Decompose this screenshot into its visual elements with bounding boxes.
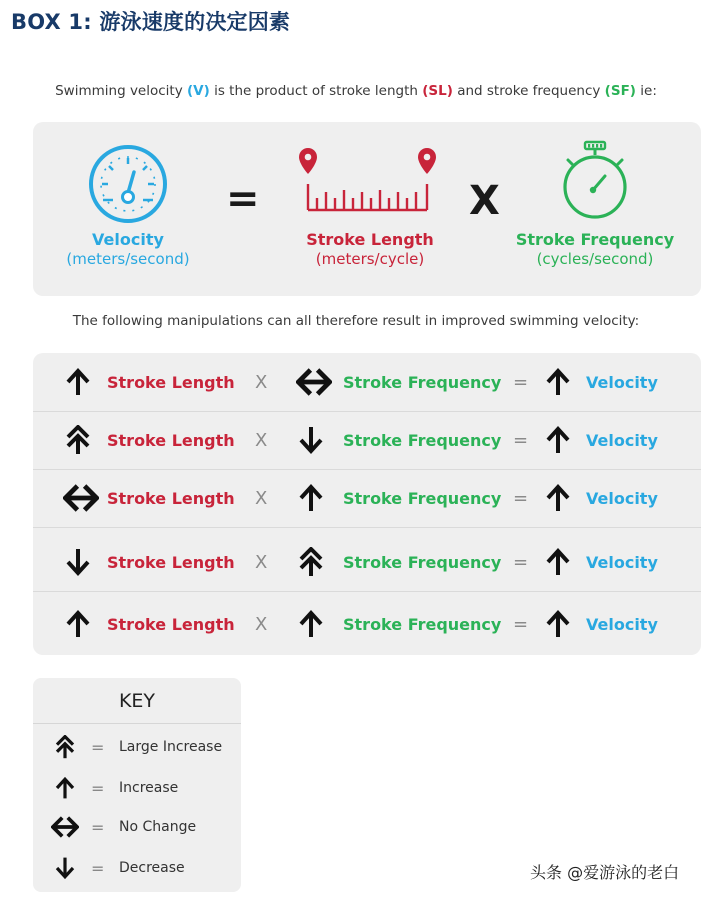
equals-sign: = [513, 487, 529, 509]
key-item [33, 732, 241, 762]
stroke-length-text: Stroke Length [107, 552, 235, 572]
decrease-arrow-icon [296, 411, 326, 469]
key-equals: = [91, 858, 105, 878]
increase-arrow-icon [543, 411, 573, 469]
velocity-text: Velocity [586, 430, 658, 450]
multiply-sign: X [469, 178, 500, 224]
speedometer-icon [83, 140, 173, 224]
increase-arrow-icon [63, 353, 93, 411]
velocity-text: Velocity [586, 614, 658, 634]
multiply-sign: X [255, 371, 268, 393]
stroke-frequency-text: Stroke Frequency [343, 488, 502, 508]
key-label: Decrease [119, 860, 185, 876]
stroke-frequency-label: Stroke Frequency [515, 230, 675, 249]
large-increase-arrow-icon [63, 411, 93, 469]
multiply-sign: X [255, 551, 268, 573]
decrease-arrow-icon [51, 853, 79, 883]
manipulation-row [33, 533, 701, 592]
stroke-frequency-text: Stroke Frequency [343, 430, 502, 450]
key-item [33, 853, 241, 883]
increase-arrow-icon [543, 533, 573, 591]
equals-sign: = [513, 371, 529, 393]
stopwatch-icon [555, 140, 635, 222]
stroke-length-caption [285, 230, 455, 268]
stroke-length-text: Stroke Length [107, 614, 235, 634]
large-increase-arrow-icon [296, 533, 326, 591]
velocity-text: Velocity [586, 552, 658, 572]
multiply-sign: X [255, 613, 268, 635]
velocity-text: Velocity [586, 488, 658, 508]
key-equals: = [91, 817, 105, 837]
increase-arrow-icon [63, 595, 93, 653]
key-item [33, 773, 241, 803]
velocity-unit: (meters/second) [66, 250, 190, 268]
increase-arrow-icon [296, 595, 326, 653]
formula-panel [33, 122, 701, 296]
stroke-frequency-text: Stroke Frequency [343, 372, 502, 392]
increase-arrow-icon [543, 595, 573, 653]
multiply-sign: X [255, 487, 268, 509]
manipulation-row [33, 469, 701, 528]
watermark: 头条 @爱游泳的老白 [530, 863, 680, 882]
key-equals: = [91, 737, 105, 757]
key-label: Increase [119, 780, 179, 796]
stroke-length-text: Stroke Length [107, 430, 235, 450]
stroke-frequency-text: Stroke Frequency [343, 552, 502, 572]
stroke-length-text: Stroke Length [107, 488, 235, 508]
manipulation-row [33, 411, 701, 470]
equals-sign: = [513, 551, 529, 573]
no-change-arrow-icon [51, 812, 79, 842]
stroke-length-label: Stroke Length [306, 230, 434, 249]
key-item [33, 812, 241, 842]
manipulations-intro: The following manipulations can all therefore result in improved swimming velocity: [72, 313, 640, 329]
no-change-arrow-icon [63, 469, 99, 527]
page-title: BOX 1: 游泳速度的决定因素 [11, 10, 291, 34]
key-divider [33, 723, 241, 724]
key-label: No Change [119, 819, 197, 835]
velocity-text: Velocity [586, 372, 658, 392]
decrease-arrow-icon [63, 533, 93, 591]
equals-sign: = [513, 429, 529, 451]
key-equals: = [91, 778, 105, 798]
equals-sign: = [513, 613, 529, 635]
increase-arrow-icon [51, 773, 79, 803]
ruler-with-pins-icon [295, 146, 445, 218]
velocity-label: Velocity [92, 230, 164, 249]
no-change-arrow-icon [296, 353, 332, 411]
stroke-frequency-caption [505, 230, 685, 268]
equals-sign: = [226, 176, 260, 222]
stroke-frequency-unit: (cycles/second) [536, 250, 654, 268]
manipulations-table [33, 353, 701, 655]
key-label: Large Increase [119, 739, 223, 755]
increase-arrow-icon [296, 469, 326, 527]
increase-arrow-icon [543, 353, 573, 411]
manipulation-row [33, 353, 701, 412]
velocity-caption [43, 230, 213, 268]
manipulation-row [33, 595, 701, 653]
key-legend [33, 678, 241, 892]
increase-arrow-icon [543, 469, 573, 527]
intro-text: Swimming velocity (V) is the product of stroke length (SL) and stroke frequency (SF) ie: [55, 83, 657, 99]
stroke-frequency-text: Stroke Frequency [343, 614, 502, 634]
key-title: KEY [118, 690, 156, 712]
large-increase-arrow-icon [51, 732, 79, 762]
multiply-sign: X [255, 429, 268, 451]
stroke-length-text: Stroke Length [107, 372, 235, 392]
stroke-length-unit: (meters/cycle) [315, 250, 425, 268]
